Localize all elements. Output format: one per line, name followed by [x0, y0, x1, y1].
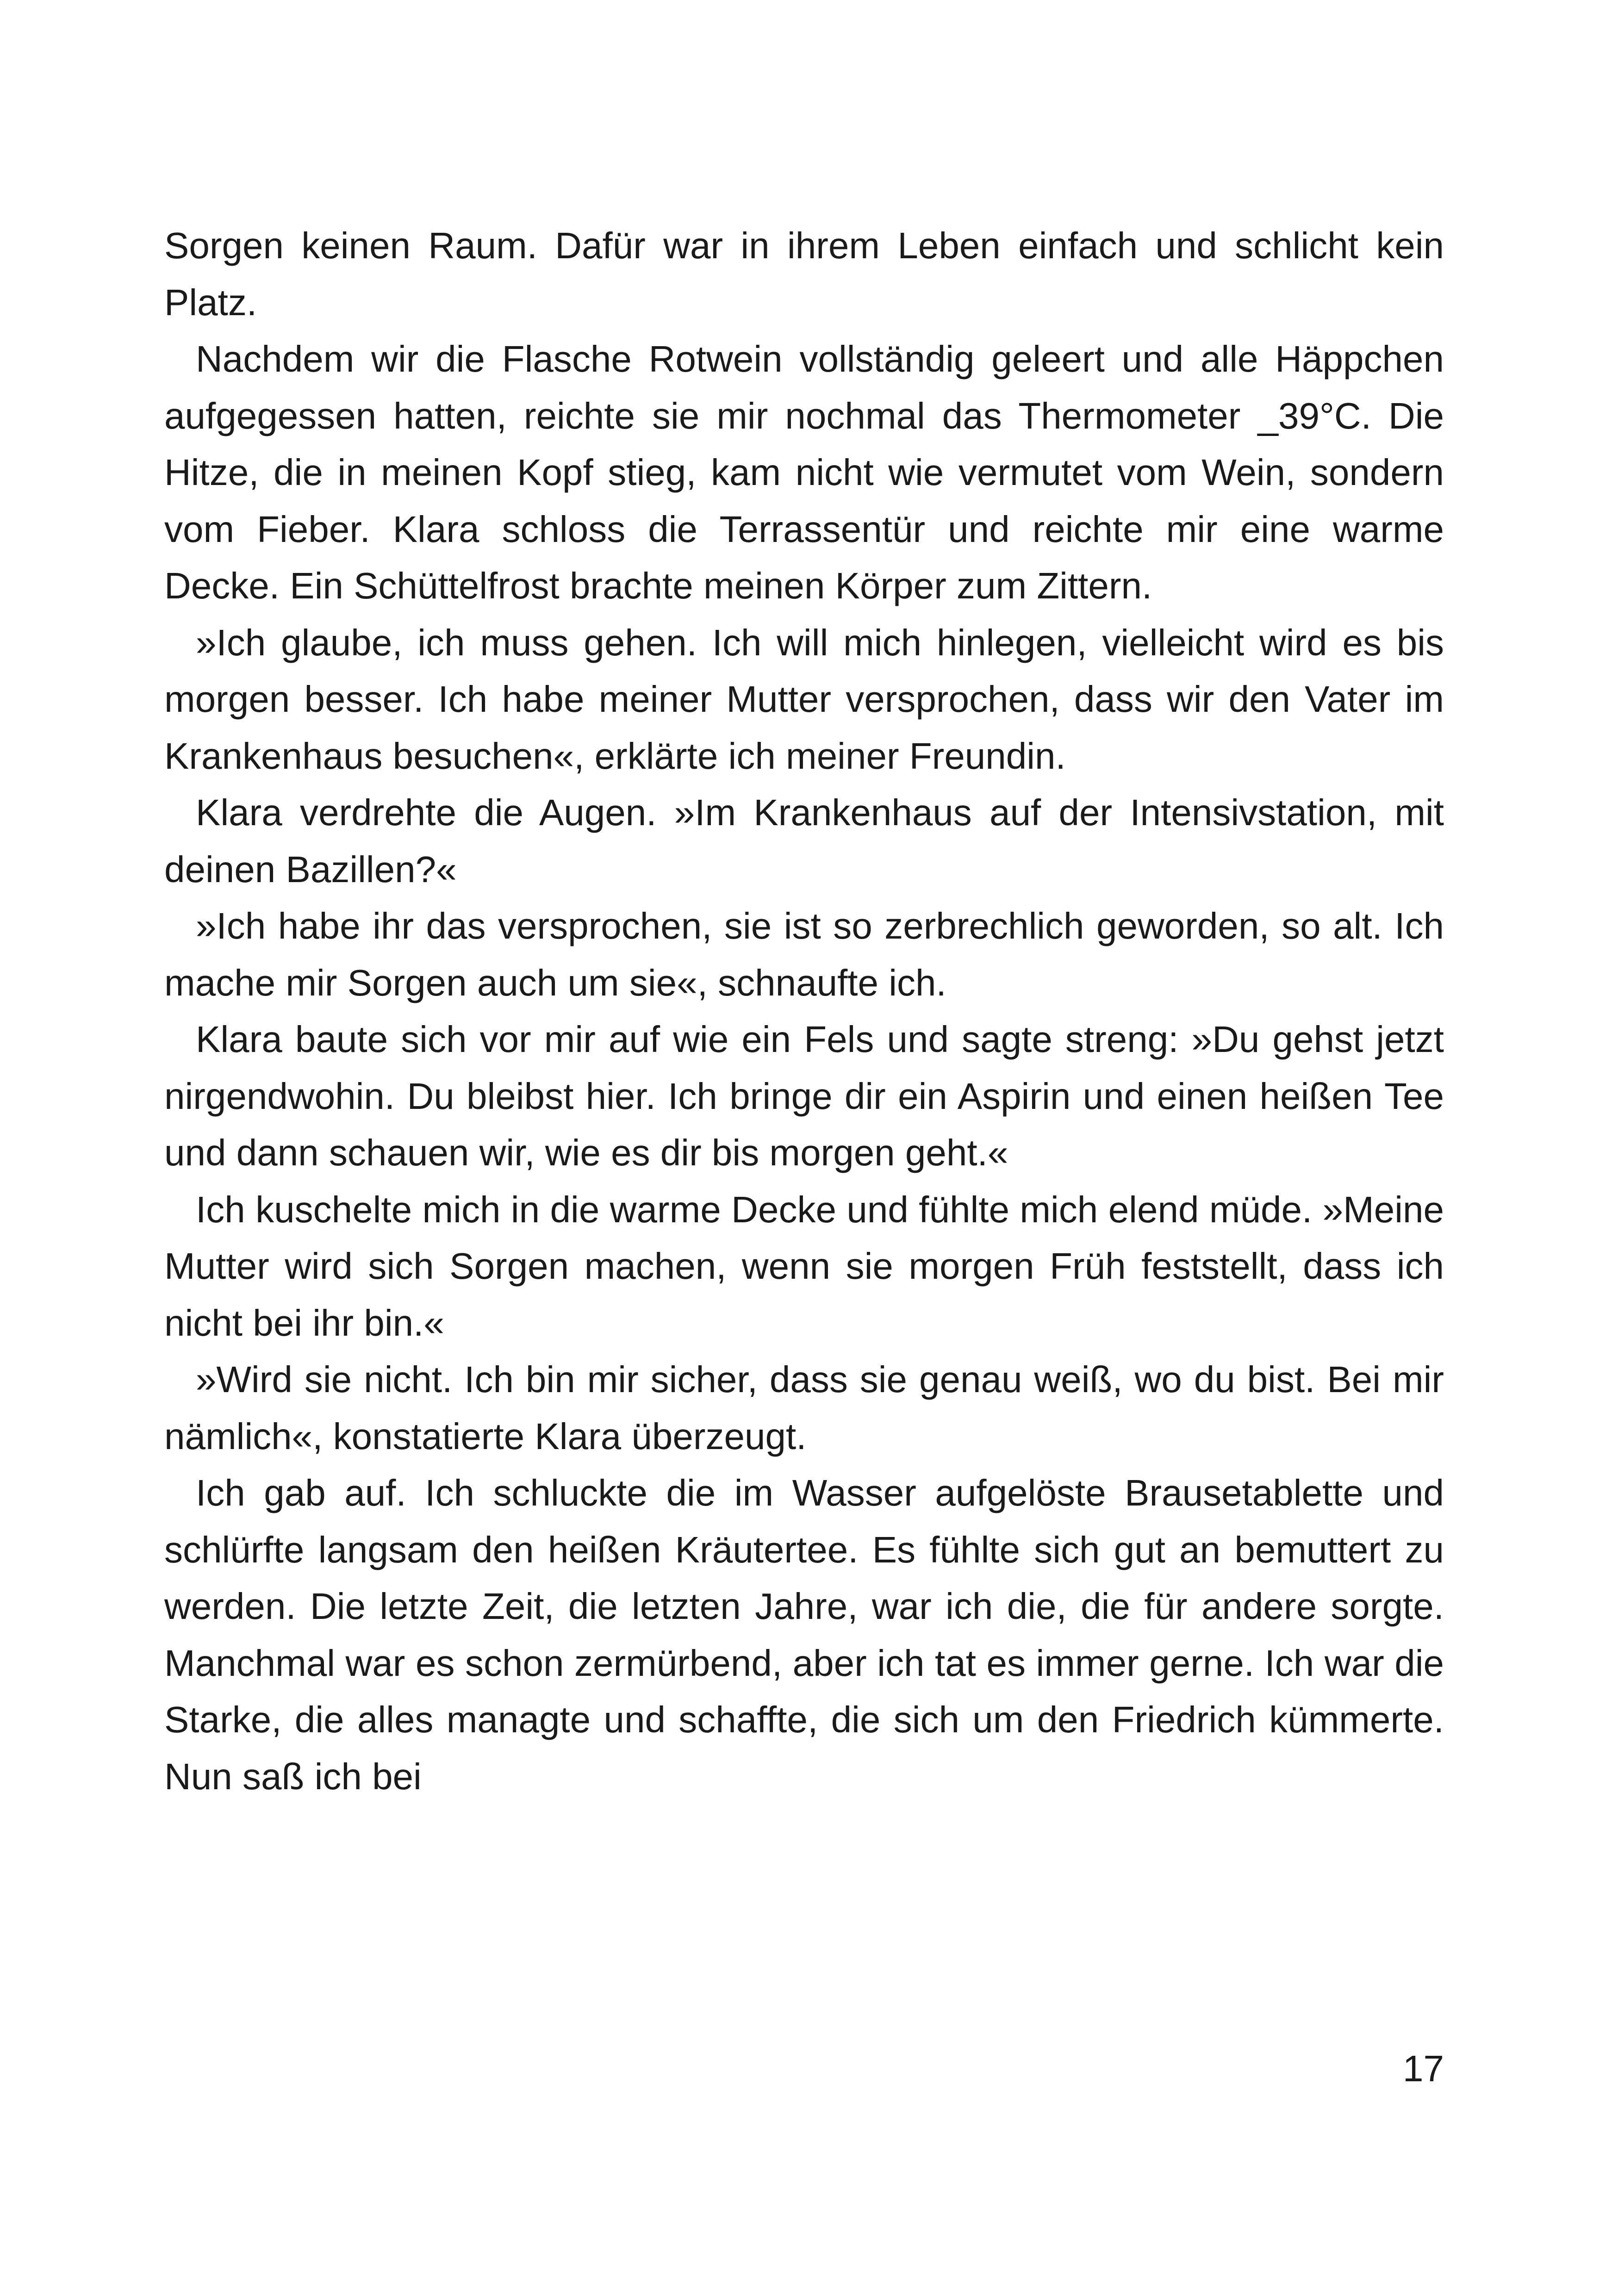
body-text — [164, 218, 1444, 1805]
paragraph: Ich gab auf. Ich schluckte die im Wasser aufgelöste Brausetablette und schlürfte langsam den heißen Kräutertee. Es fühlte sich gut an bemuttert zu werden. Die letzte Zeit, die letzten Jahre, war ich die, die für andere sorgte. Manchmal war es schon zermürbend, aber ich tat es immer gerne. Ich war die Starke, die alles managte und schaffte, die sich um den Friedrich kümmerte. Nun saß ich bei — [164, 1472, 1444, 1797]
paragraph: Klara baute sich vor mir auf wie ein Fels und sagte streng: »Du gehst jetzt nirgendwohin. Du bleibst hier. Ich bringe dir ein Aspirin und einen heißen Tee und dann schauen wir, wie es dir bis morgen geht.« — [164, 1019, 1444, 1173]
paragraph: »Ich habe ihr das versprochen, sie ist so zerbrechlich geworden, so alt. Ich mache mir Sorgen auch um sie«, schnaufte ich. — [164, 905, 1444, 1003]
page-number: 17 — [1403, 2048, 1444, 2089]
paragraph: Ich kuschelte mich in die warme Decke und fühlte mich elend müde. »Meine Mutter wird sich Sorgen machen, wenn sie morgen Früh feststellt, dass ich nicht bei ihr bin.« — [164, 1188, 1444, 1344]
paragraph: »Wird sie nicht. Ich bin mir sicher, dass sie genau weiß, wo du bist. Bei mir nämlich«, konstatierte Klara überzeugt. — [164, 1359, 1444, 1457]
paragraph: Nachdem wir die Flasche Rotwein vollständig geleert und alle Häppchen aufgegessen hatten, reichte sie mir nochmal das Thermometer _39°C. Die Hitze, die in meinen Kopf stieg, kam nicht wie vermutet vom Wein, sondern vom Fieber. Klara schloss die Terrassentür und reichte mir eine warme Decke. Ein Schüttelfrost brachte meinen Körper zum Zittern. — [164, 338, 1444, 606]
paragraph: »Ich glaube, ich muss gehen. Ich will mich hinlegen, vielleicht wird es bis morgen besser. Ich habe meiner Mutter versprochen, dass wir den Vater im Krankenhaus besuchen«, erklärte ich meiner Freundin. — [164, 622, 1444, 777]
paragraph: Sorgen keinen Raum. Dafür war in ihrem Leben einfach und schlicht kein Platz. — [164, 225, 1444, 323]
paragraph: Klara verdrehte die Augen. »Im Krankenhaus auf der Intensivstation, mit deinen Bazillen?« — [164, 792, 1444, 890]
